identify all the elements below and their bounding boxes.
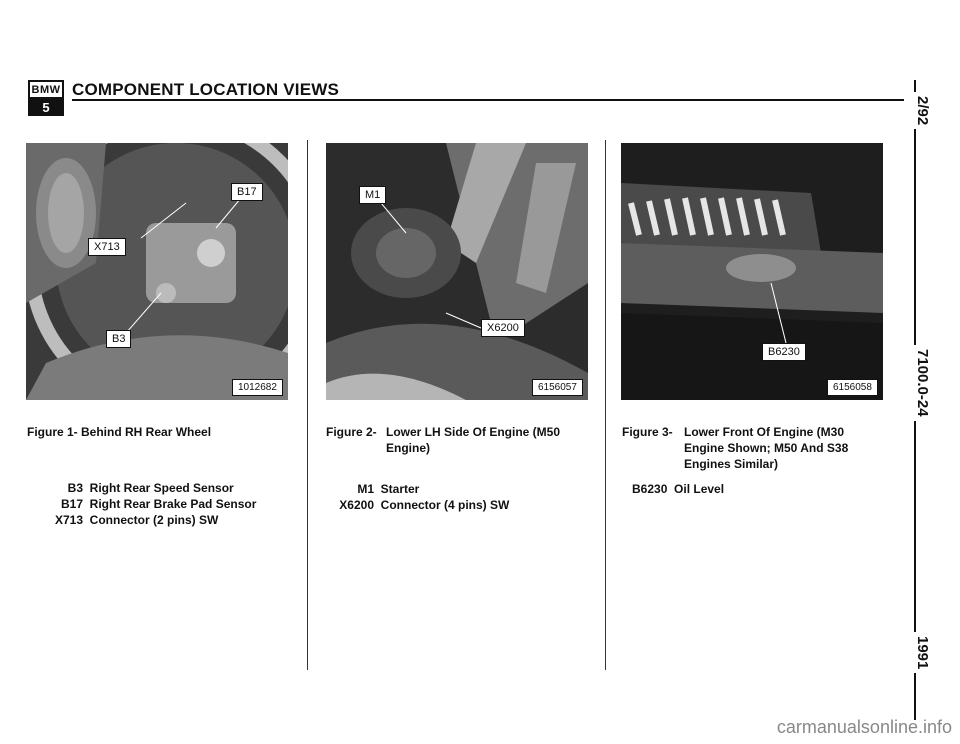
figure-2-caption-row xyxy=(326,424,596,456)
figure-3-caption-row xyxy=(622,424,907,472)
legend-desc: Oil Level xyxy=(674,482,725,496)
legend-desc: Connector (4 pins) SW xyxy=(380,498,510,512)
column-divider-2 xyxy=(605,140,606,670)
figure-3-caption-line-2: Engine Shown; M50 And S38 xyxy=(684,441,849,455)
figure-2-photo xyxy=(326,143,588,400)
logo-brand: BMW xyxy=(30,82,62,99)
photo-label-b17: B17 xyxy=(231,183,263,201)
figure-3-legend xyxy=(632,481,724,497)
figure-2-caption-line-2: Engine) xyxy=(386,441,430,455)
figure-3-caption-text xyxy=(684,424,848,472)
page-title: COMPONENT LOCATION VIEWS xyxy=(72,80,340,99)
photo-label-x6200: X6200 xyxy=(481,319,525,337)
legend-item xyxy=(326,481,509,497)
legend-desc: Starter xyxy=(380,482,420,496)
legend-code: X713 xyxy=(54,513,83,527)
legend-desc: Connector (2 pins) SW xyxy=(89,513,219,527)
watermark-text: carmanualsonline.info xyxy=(776,717,952,737)
figure-1-caption-line-1: Behind RH Rear Wheel xyxy=(81,425,212,439)
photo-label-b3: B3 xyxy=(106,330,131,348)
figure-2-caption-line-1: Lower LH Side Of Engine (M50 xyxy=(386,425,561,439)
figure-3-photo xyxy=(621,143,883,400)
legend-item xyxy=(27,480,256,496)
legend-code: B6230 xyxy=(632,482,668,496)
legend-code: B17 xyxy=(60,497,83,511)
photo-label-m1: M1 xyxy=(359,186,386,204)
legend-item xyxy=(632,481,724,497)
side-page-code: 7100.0-24 xyxy=(914,345,931,421)
figure-2-caption xyxy=(326,424,596,456)
figure-3-illustration xyxy=(621,143,883,400)
figure-2-caption-text xyxy=(386,424,560,456)
figure-1-illustration xyxy=(26,143,288,400)
figure-3-number: Figure 3- xyxy=(622,425,673,439)
figure-2-number: Figure 2- xyxy=(326,425,377,439)
photo-label-x713: X713 xyxy=(88,238,126,256)
photo-id: 6156058 xyxy=(827,379,878,396)
legend-item xyxy=(326,497,509,513)
photo-id: 1012682 xyxy=(232,379,283,396)
legend-item xyxy=(27,496,256,512)
header-rule xyxy=(72,99,904,101)
figure-3-caption-line-3: Engines Similar) xyxy=(684,457,779,471)
column-divider-1 xyxy=(307,140,308,670)
figure-1-photo xyxy=(26,143,288,400)
photo-label-b6230: B6230 xyxy=(762,343,806,361)
figure-1-caption xyxy=(27,424,211,440)
figure-2-illustration xyxy=(326,143,588,400)
photo-id: 6156057 xyxy=(532,379,583,396)
figure-1-number: Figure 1- xyxy=(27,425,78,439)
legend-item xyxy=(27,512,256,528)
figure-2-legend xyxy=(326,481,509,513)
legend-desc: Right Rear Brake Pad Sensor xyxy=(89,497,257,511)
legend-desc: Right Rear Speed Sensor xyxy=(89,481,234,495)
figure-3-caption-line-1: Lower Front Of Engine (M30 xyxy=(684,425,845,439)
figure-3-caption xyxy=(622,424,907,472)
logo-series: 5 xyxy=(30,99,62,116)
legend-code: M1 xyxy=(357,482,374,496)
side-year: 1991 xyxy=(914,632,931,673)
legend-code: X6200 xyxy=(339,498,374,512)
bmw-5-logo xyxy=(28,80,64,116)
legend-code: B3 xyxy=(67,481,83,495)
side-date: 2/92 xyxy=(914,92,931,129)
figure-1-legend xyxy=(27,480,256,528)
